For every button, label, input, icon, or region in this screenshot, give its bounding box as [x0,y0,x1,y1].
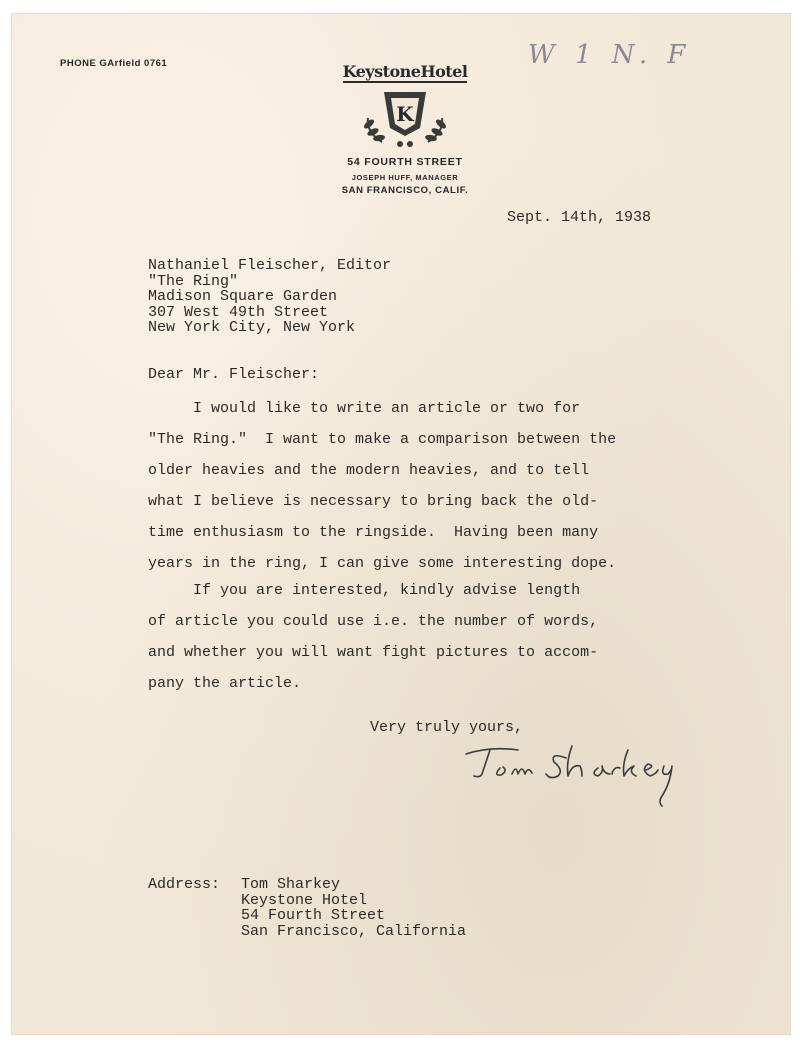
return-address-label: Address: [148,876,221,893]
body-line: If you are interested, kindly advise length [148,582,581,599]
body-line: and whether you will want fight pictures to accom- [148,644,599,661]
letter-date: Sept. 14th, 1938 [507,209,652,226]
handwritten-note: W 1 N. F [528,40,692,70]
recipient-line: Nathaniel Fleischer, Editor [148,257,392,274]
body-line: pany the article. [148,675,302,692]
body-line: older heavies and the modern heavies, and to tell [148,462,590,479]
keystone-emblem-icon [360,88,450,150]
body-line: I would like to write an article or two for [148,400,581,417]
body-line: time enthusiasm to the ringside. Having been many [148,524,599,541]
closing: Very truly yours, [370,719,524,736]
body-paragraph-2 [148,575,648,699]
letterhead-city: SAN FRANCISCO, CALIF. [341,185,469,196]
body-line: "The Ring." I want to make a comparison between the [148,431,617,448]
handwritten-signature [460,740,685,815]
recipient-address [148,258,391,336]
letterhead-manager: JOSEPH HUFF, MANAGER [351,173,459,182]
emblem-letter: K [396,102,414,126]
return-address-line: 54 Fourth Street [241,907,386,924]
return-address-line: Keystone Hotel [241,891,368,909]
return-address-line: Tom Sharkey [241,876,341,893]
salutation: Dear Mr. Fleischer: [148,366,320,383]
letterhead-phone: PHONE GArfield 0761 [60,58,168,69]
body-line: years in the ring, I can give some interesting dope. [148,555,617,572]
recipient-line: Madison Square Garden [148,288,338,305]
recipient-line: "The Ring" [148,272,239,290]
return-address [148,877,466,939]
hotel-logo-wordmark: KeystoneHotel [342,62,468,81]
letterhead-street: 54 FOURTH STREET [347,156,463,168]
body-paragraph-1 [148,393,648,579]
body-line: of article you could use i.e. the number of words, [148,613,599,630]
body-line: what I believe is necessary to bring back the old- [148,493,599,510]
recipient-line: 307 West 49th Street [148,303,329,321]
recipient-line: New York City, New York [148,319,356,336]
return-address-line: San Francisco, California [241,922,467,940]
